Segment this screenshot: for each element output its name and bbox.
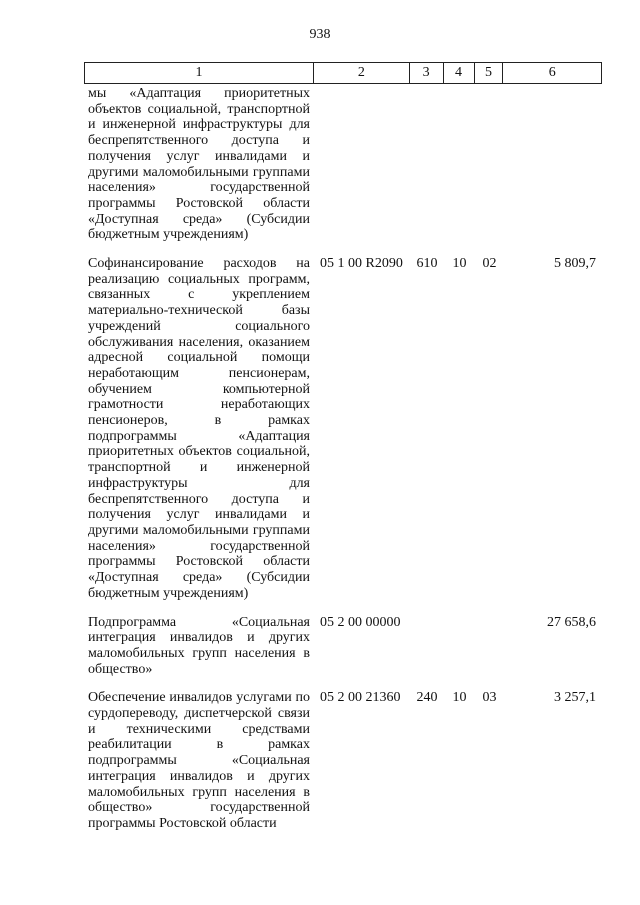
row-description: Софинансирование расходов на реализацию социальных программ, связанных с укреплением материально-технической базы учреждений социального обслуживания населения, оказанием адресной социальной помощи неработающим пенсионерам, обучением компьютерной грамотности неработающих пенсионеров, в рамках подпрограммы «Адаптация приоритетных объектов социальной, транспортной и инженерной инфраструктуры для беспрепятственного доступа и получения услуг инвалидами и другими маломобильными группами населения» государственной программы Ростовской области «Доступная среда» (Субсидии бюджетным учреждениям) bbox=[88, 256, 310, 601]
row-amount: 5 809,7 bbox=[554, 256, 596, 272]
row-amount bbox=[504, 86, 602, 243]
table-header bbox=[84, 62, 602, 84]
row-description: Подпрограмма «Социальная интеграция инвалидов и других маломобильных групп населения в общество» bbox=[88, 614, 310, 677]
table-row bbox=[84, 256, 602, 601]
row-rz: 10 bbox=[452, 690, 467, 706]
header-col-6: 6 bbox=[548, 65, 556, 80]
row-rz bbox=[444, 615, 475, 678]
row-vr bbox=[410, 86, 444, 243]
header-col-2: 2 bbox=[314, 63, 410, 83]
row-vr: 610 bbox=[416, 256, 438, 272]
row-code: 05 2 00 21360 bbox=[320, 690, 401, 706]
table-row bbox=[84, 615, 602, 678]
row-pr bbox=[475, 615, 504, 678]
row-pr bbox=[475, 86, 504, 243]
page-number: 938 bbox=[309, 27, 331, 42]
row-amount: 27 658,6 bbox=[547, 614, 596, 630]
row-rz: 10 bbox=[452, 256, 467, 272]
row-amount: 3 257,1 bbox=[554, 690, 596, 706]
row-rz bbox=[444, 86, 475, 243]
table-row bbox=[84, 690, 602, 831]
row-code bbox=[314, 86, 410, 243]
table-body bbox=[84, 86, 602, 845]
header-col-5: 5 bbox=[475, 63, 504, 83]
header-col-4: 4 bbox=[444, 63, 475, 83]
row-code: 05 1 00 R2090 bbox=[320, 256, 403, 272]
row-vr: 240 bbox=[416, 690, 438, 706]
row-description: мы «Адаптация приоритетных объектов социальной, транспортной и инженерной инфраструктуры для беспрепятственного доступа и получения услуг инвалидами и другими маломобильными группами населения» государственной программы Ростовской области «Доступная среда» (Субсидии бюджетным учреждениям) bbox=[88, 86, 310, 243]
header-col-1: 1 bbox=[85, 63, 314, 83]
row-code: 05 2 00 00000 bbox=[320, 614, 401, 630]
header-col-3: 3 bbox=[410, 63, 444, 83]
row-vr bbox=[410, 615, 444, 678]
row-description: Обеспечение инвалидов услугами по сурдопереводу, диспетчерской связи и техническими средствами реабилитации в рамках подпрограммы «Социальная интеграция инвалидов и других маломобильных групп населения в общество» государственной программы Ростовской области bbox=[88, 690, 310, 831]
row-pr: 02 bbox=[482, 256, 497, 272]
row-pr: 03 bbox=[482, 690, 497, 706]
table-row bbox=[84, 86, 602, 243]
